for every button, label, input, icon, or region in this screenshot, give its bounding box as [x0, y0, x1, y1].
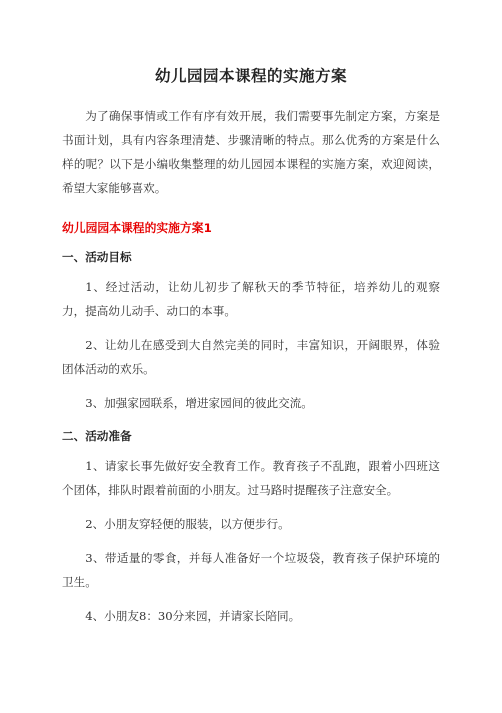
prep-item-1: 1、请家长事先做好安全教育工作。教育孩子不乱跑，跟着小四班这个团体，排队时跟着前面的小朋友。过马路时提醒孩子注意安全。 [62, 459, 440, 497]
goal-item-3: 3、加强家园联系，增进家园间的彼此交流。 [85, 396, 313, 410]
document-title: 幼儿园园本课程的实施方案 [154, 67, 347, 85]
goal-item-1: 1、经过活动，让幼儿初步了解秋天的季节特征，培养幼儿的观察力，提高幼儿动手、动口的本事。 [62, 280, 440, 318]
prep-item-3: 3、带适量的零食，并每人准备好一个垃圾袋，教育孩子保护环境的卫生。 [62, 551, 440, 589]
goal-item-2: 2、让幼儿在感受到大自然完美的同时，丰富知识，开阔眼界，体验团体活动的欢乐。 [62, 338, 440, 376]
heading-activity-goals: 一、活动目标 [62, 250, 132, 264]
intro-paragraph: 为了确保事情或工作有序有效开展，我们需要事先制定方案，方案是书面计划，具有内容条理清楚、步骤清晰的特点。那么优秀的方案是什么样的呢？以下是小编收集整理的幼儿园园本课程的实施方案，欢迎阅读，希望大家能够喜欢。 [62, 109, 440, 195]
section-title: 幼儿园园本课程的实施方案1 [62, 221, 212, 235]
document-page [0, 64, 502, 713]
prep-item-4: 4、小朋友8：30分来园，并请家长陪同。 [85, 609, 301, 623]
heading-activity-preparation: 二、活动准备 [62, 429, 132, 443]
prep-item-2: 2、小朋友穿轻便的服装，以方便步行。 [85, 517, 290, 531]
